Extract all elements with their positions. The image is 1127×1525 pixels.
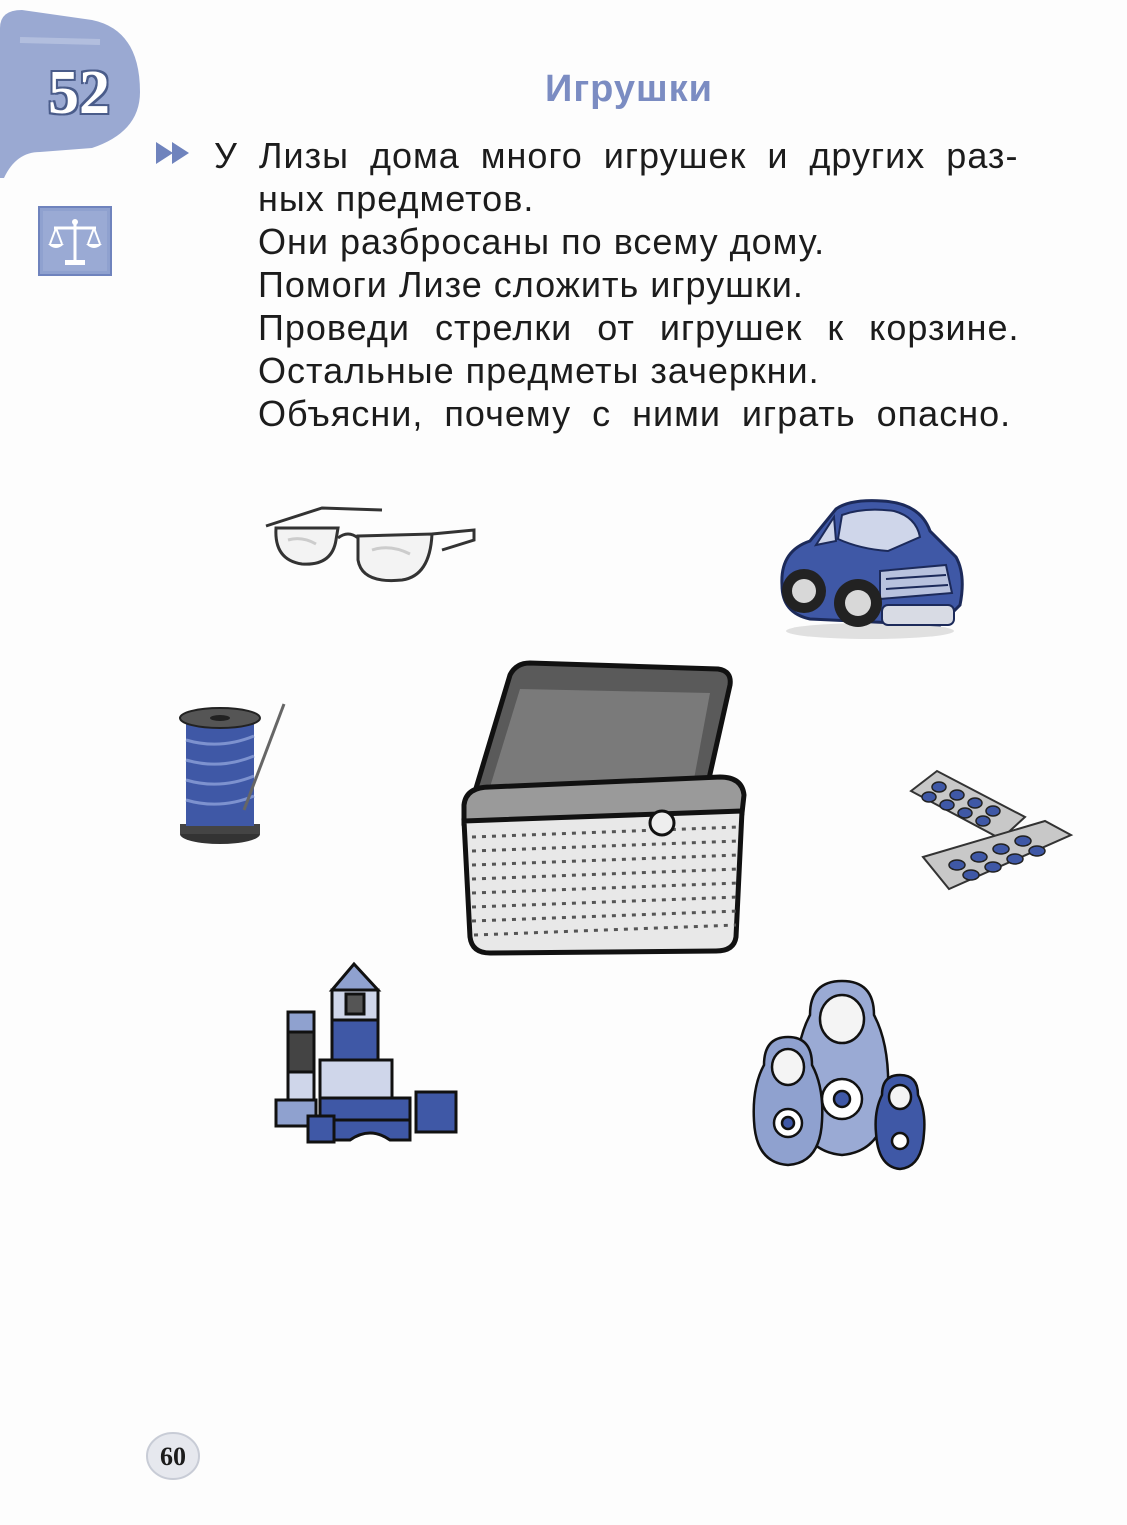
- instructions-text: [214, 134, 1094, 435]
- toy-car-picture[interactable]: [770, 495, 970, 645]
- page-number: [145, 1431, 201, 1481]
- instruction-line: Они разбросаны по всему дому.: [258, 221, 826, 262]
- spool-picture[interactable]: [172, 700, 292, 850]
- matryoshka-picture[interactable]: [750, 975, 930, 1175]
- page-title: Игрушки: [545, 68, 714, 110]
- task-number: 52: [48, 59, 110, 127]
- instruction-line: У Лизы дома много игрушек и других раз-: [214, 135, 1019, 176]
- basket-picture[interactable]: [450, 655, 760, 960]
- double-arrow-icon: [156, 142, 194, 164]
- instruction-line: ных предметов.: [258, 178, 535, 219]
- instruction-line: Проведи стрелки от игрушек к корзине.: [258, 307, 1020, 348]
- page-number-text: 60: [160, 1442, 186, 1471]
- scales-icon: [38, 206, 114, 278]
- glasses-picture[interactable]: [262, 500, 482, 600]
- instruction-line: Помоги Лизе сложить игрушки.: [258, 264, 804, 305]
- instruction-line: Объясни, почему с ними играть опасно.: [258, 393, 1012, 434]
- pills-picture[interactable]: [905, 765, 1075, 895]
- blocks-picture[interactable]: [270, 960, 465, 1150]
- instruction-line: Остальные предметы зачеркни.: [258, 350, 820, 391]
